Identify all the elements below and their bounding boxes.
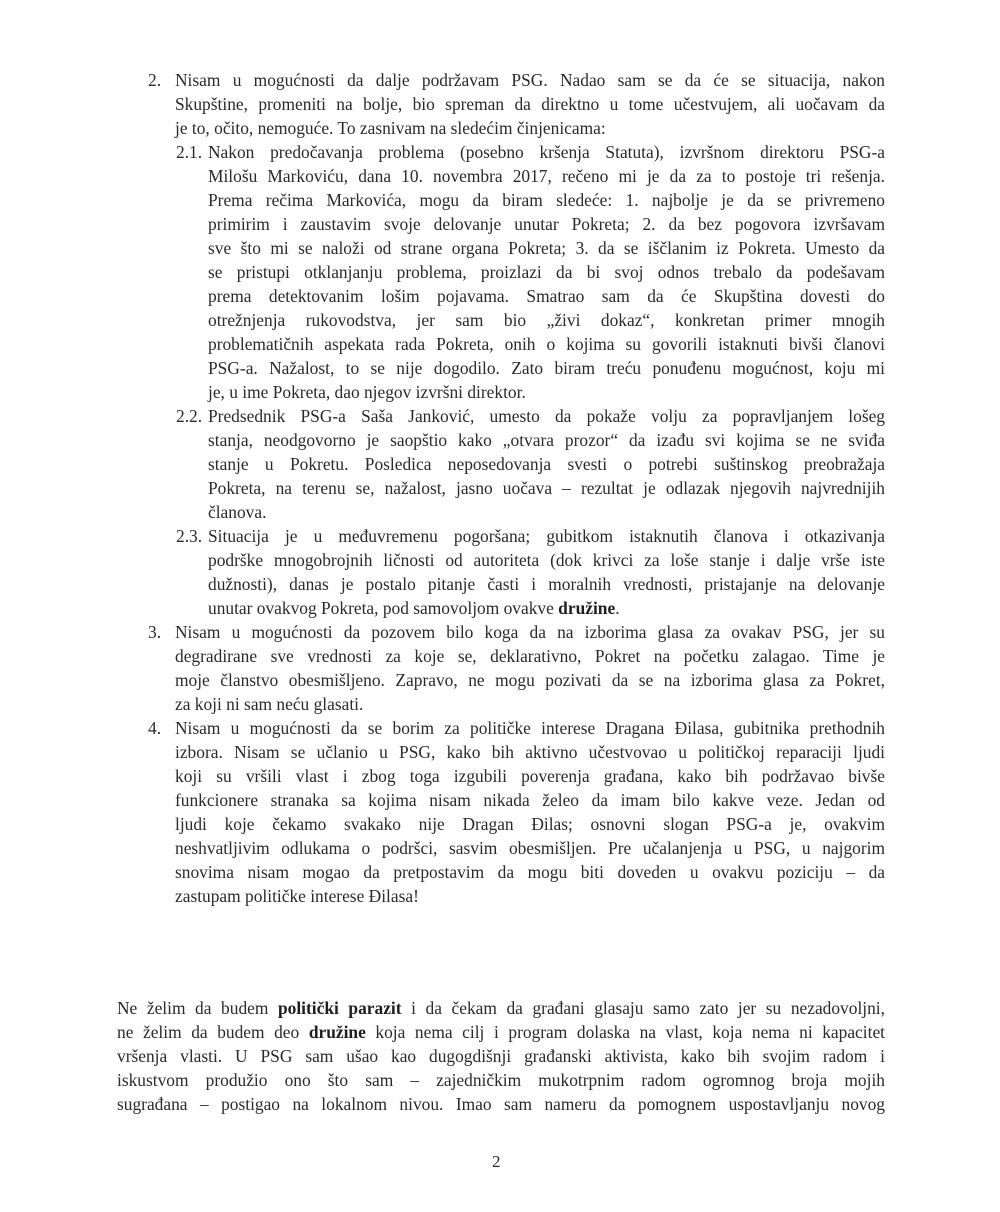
sublist-item-number: 2.2. [176,406,203,426]
text-line: stanja, neodgovorno je saopštio kako „otvara prozor“ da izađu svi kojima se ne sviđa [208,430,885,450]
text-line: funkcionere stranaka sa kojima nisam nikada želeo da imam bilo kakve veze. Jedan od [175,790,885,810]
text-line: vršenja vlasti. U PSG sam ušao kao dugogdišnji građanski aktivista, kako bih svojim radom i [117,1046,885,1066]
text-line: za koji ni sam neću glasati. [175,694,364,714]
text-line: izbora. Nisam se učlanio u PSG, kako bih aktivno učestvovao u političkoj reparaciji ljudi [175,742,885,762]
text-line: Predsednik PSG-a Saša Janković, umesto da pokaže volju za popravljanjem lošeg [208,406,885,426]
bold-term-druzine: družine [308,1022,366,1042]
text-line: sugrađana – postigao na lokalnom nivou. Imao sam nameru da pomognem uspostavljanju novog [117,1094,885,1114]
text-line: primirim i zaustavim svoje delovanje unutar Pokreta; 2. da bez pogovora izvršavam [208,214,885,234]
text-line: Situacija je u međuvremenu pogoršana; gubitkom istaknutih članova i otkazivanja [208,526,885,546]
text-run: unutar ovakvog Pokreta, pod samovoljom ovakve [208,598,559,618]
text-line: Nakon predočavanja problema (posebno kršenja Statuta), izvršnom direktoru PSG-a [208,142,885,162]
text-line: je, u ime Pokreta, dao njegov izvršni direktor. [208,382,526,402]
text-run: i da čekam da građani glasaju samo zato jer su nezadovoljni, [401,998,885,1018]
text-line: stanje u Pokretu. Posledica neposedovanja svesti o potrebi suštinskog preobražaja [208,454,885,474]
text-run: . [615,598,620,618]
list-item-number: 4. [148,718,162,738]
bold-term-druzine: družine [558,598,616,618]
list-item-number: 3. [148,622,162,642]
text-run: Ne želim da budem [117,998,278,1018]
text-line: Pokreta, na terenu se, nažalost, jasno uočava – rezultat je odlazak njegovih najvrednijih [208,478,885,498]
text-line: Nisam u mogućnosti da pozovem bilo koga da na izborima glasa za ovakav PSG, jer su [175,622,885,642]
text-line [117,996,885,1020]
text-line: neshvatljivim odlukama o podršci, sasvim obesmišljen. Pre učalanjenja u PSG, u najgorim [175,838,885,858]
text-line: koji su vršili vlast i zbog toga izgubili poverenja građana, kako bih podržavao bivše [175,766,885,786]
sublist-item-number: 2.3. [176,526,203,546]
text-line: otrežnjenja rukovodstva, jer sam bio „živi dokaz“, konkretan primer mnogih [208,310,885,330]
text-line: je to, očito, nemoguće. To zasnivam na sledećim činjenicama: [175,118,606,138]
text-line [208,596,620,620]
page-number: 2 [492,1152,501,1171]
text-line: PSG-a. Nažalost, to se nije dogodilo. Zato biram treću ponuđenu mogućnost, koju mi [208,358,885,378]
text-line: sve što mi se naloži od strane organa Pokreta; 3. da se iščlanim iz Pokreta. Umesto da [208,238,885,258]
text-run: ne želim da budem deo [117,1022,309,1042]
text-line: se pristupi otklanjanju problema, proizlazi da bi svoj odnos trebalo da podešavam [208,262,885,282]
text-line: Skupštine, promeniti na bolje, bio spreman da direktno u tome učestvujem, ali uočavam da [175,94,885,114]
text-line: snovima nisam mogao da pretpostavim da mogu biti doveden u ovakvu poziciju – da [175,862,885,882]
text-line: Nisam u mogućnosti da se borim za političke interese Dragana Đilasa, gubitnika prethodnih [175,718,885,738]
text-line: dužnosti), danas je postalo pitanje časti i moralnih vrednosti, pristajanje na delovanje [208,574,885,594]
text-line: ljudi koje čekamo svakako nije Dragan Đilas; osnovni slogan PSG-a je, ovakvim [175,814,885,834]
text-line: Milošu Markoviću, dana 10. novembra 2017, rečeno mi je da za to postoje tri rešenja. [208,166,885,186]
text-line [117,1020,885,1044]
text-line: Prema rečima Markovića, mogu da biram sledeće: 1. najbolje je da se privremeno [208,190,885,210]
list-item-number: 2. [148,70,162,90]
text-run: koja nema cilj i program dolaska na vlast, koja nema ni kapacitet [365,1022,885,1042]
sublist-item-number: 2.1. [176,142,203,162]
text-line: prema detektovanim lošim pojavama. Smatrao sam da će Skupština dovesti do [208,286,885,306]
text-line: Nisam u mogućnosti da dalje podržavam PSG. Nadao sam se da će se situacija, nakon [175,70,885,90]
text-line: degradirane sve vrednosti za koje se, deklarativno, Pokret na početku zalagao. Time je [175,646,885,666]
text-line: iskustvom produžio ono što sam – zajedničkim mukotrpnim radom ogromnog broja mojih [117,1070,885,1090]
text-line: moje članstvo obesmišljeno. Zapravo, ne mogu pozivati da se na izborima glasa za Pokret, [175,670,885,690]
text-line: članova. [208,502,267,522]
text-line: problematičnih aspekata rada Pokreta, onih o kojima su govorili istaknuti bivši članovi [208,334,885,354]
text-line: zastupam političke interese Đilasa! [175,886,419,906]
bold-term-politicki-parazit: politički parazit [277,998,402,1018]
text-line: podrške mnogobrojnih ličnosti od autoriteta (dok krivci za loše stanje i dalje vrše iste [208,550,885,570]
